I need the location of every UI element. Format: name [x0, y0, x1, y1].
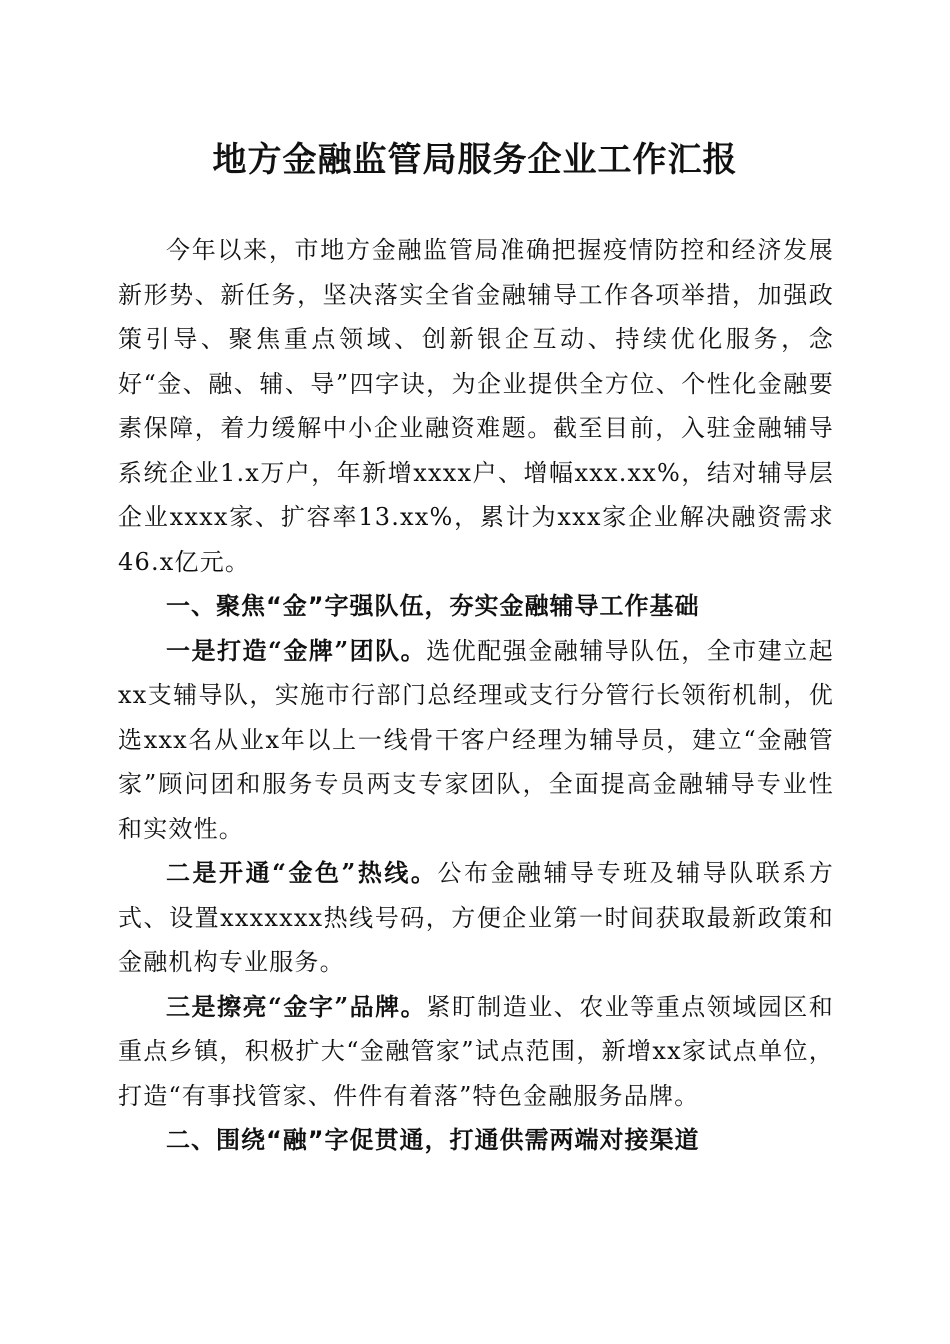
section-1-heading: 一、聚焦“金”字强队伍，夯实金融辅导工作基础 — [166, 592, 700, 620]
item-1-lead: 一是打造“金牌”团队。 — [166, 635, 427, 665]
item-2-lead: 二是开通“金色”热线。 — [166, 858, 438, 887]
item-1-text: 选优配强金融辅导队伍，全市建立起xx支辅导队，实施市行部门总经理或支行分管行长领衔机制，优选xxx名从业x年以上一线骨干客户经理为辅导员，建立“金融管家”顾问团和服务专员两支专家团队，全面提高金融辅导专业性和实效性。 — [118, 636, 834, 843]
item-3-text: 紧盯制造业、农业等重点领域园区和重点乡镇，积极扩大“金融管家”试点范围，新增xx家试点单位，打造“有事找管家、件件有着落”特色金融服务品牌。 — [118, 992, 834, 1110]
section-2-heading: 二、围绕“融”字促贯通，打通供需两端对接渠道 — [166, 1126, 700, 1154]
section-1-item-1 — [118, 629, 834, 852]
document-body — [118, 228, 834, 1163]
item-3-lead: 三是擦亮“金字”品牌。 — [166, 991, 427, 1021]
document-title: 地方金融监管局服务企业工作汇报 — [212, 140, 738, 180]
intro-paragraph: 今年以来，市地方金融监管局准确把握疫情防控和经济发展新形势、新任务，坚决落实全省金融辅导工作各项举措，加强政策引导、聚焦重点领域、创新银企互动、持续优化服务，念好“金、融、辅、导”四字诀，为企业提供全方位、个性化金融要素保障，着力缓解中小企业融资难题。截至目前，入驻金融辅导系统企业1.x万户，年新增xxxx户、增幅xxx.xx%，结对辅导层企业xxxx家、扩容率13.xx%，累计为xxx家企业解决融资需求46.x亿元。 — [118, 236, 834, 576]
section-1-item-2 — [118, 851, 834, 985]
section-1-item-3 — [118, 985, 834, 1119]
item-2-text: 公布金融辅导专班及辅导队联系方式、设置xxxxxxx热线号码，方便企业第一时间获取最新政策和金融机构专业服务。 — [118, 859, 835, 976]
